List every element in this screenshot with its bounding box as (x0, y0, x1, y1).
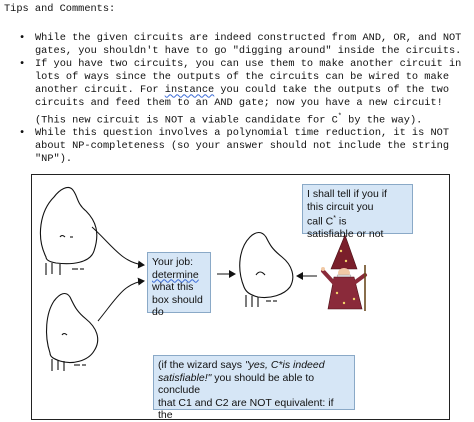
job-box (147, 252, 211, 319)
note-box-line (158, 372, 350, 397)
wizard-box-line: this circuit you (307, 200, 374, 213)
note-box (153, 355, 355, 422)
spellcheck-word: instance (164, 84, 215, 97)
bullet-icon: • (19, 127, 26, 140)
tip-item (18, 32, 470, 58)
tip-text-part: by the way). (341, 113, 423, 126)
tip-text: While the given circuits are indeed constructed from AND, OR, and NOT gates, you shouldn't have to go "digging around" inside the circuits. (35, 32, 462, 58)
wizard-box-text: is (336, 215, 347, 228)
job-box-line: box should (152, 293, 203, 306)
tip-item (18, 58, 470, 127)
superscript-star: * (337, 112, 342, 121)
note-text-italic: "yes, C*is indeed (244, 359, 325, 371)
job-box-line: what this (152, 281, 194, 294)
wizard-icon (321, 235, 365, 311)
bullet-icon: • (19, 58, 26, 71)
job-box-line: do (152, 306, 164, 319)
note-box-line: that C1 and C2 are NOT equivalent: if the (158, 396, 334, 422)
bullet-icon: • (19, 32, 26, 44)
arrow-icon (98, 281, 144, 321)
tip-item (18, 127, 470, 166)
reduction-diagram (31, 174, 450, 420)
wizard-box-line (307, 213, 408, 228)
arrow-icon (92, 227, 144, 265)
circuit-cstar-icon (240, 233, 293, 308)
job-box-line: Your job: (152, 256, 194, 268)
wizard-speech-box (302, 184, 413, 241)
tip-text-part: you could take the outputs of the two circuits and feed them to an AND gate; now you have a new circuit! (This new circuit is NOT a viable candidate for C (35, 84, 450, 126)
circuit-c1-icon (40, 187, 96, 275)
tip-text: While this question involves a polynomial time reduction, it is NOT about NP-completeness (so your answer should not include the string "NP"). (35, 127, 450, 166)
note-box-line (158, 359, 350, 372)
section-heading: Tips and Comments: (4, 3, 116, 15)
note-text-italic: satisfiable!" (158, 371, 212, 384)
note-text: (if the wizard says (158, 359, 245, 371)
wizard-box-line: satisfiable or not (307, 228, 384, 241)
job-box-line: determine (152, 268, 199, 281)
wizard-box-line: I shall tell if you if (307, 188, 387, 200)
circuit-c2-icon (47, 294, 98, 371)
note-text: you should be able to conclude (158, 371, 315, 397)
superscript-star: * (333, 215, 336, 223)
tips-list (18, 32, 470, 166)
wizard-box-text: call C (307, 215, 334, 228)
tip-text-part: If you have two circuits, you can use them to make another circuit in lots of ways since the outputs of the circuits can be wired to make another circuit. For (35, 58, 462, 97)
